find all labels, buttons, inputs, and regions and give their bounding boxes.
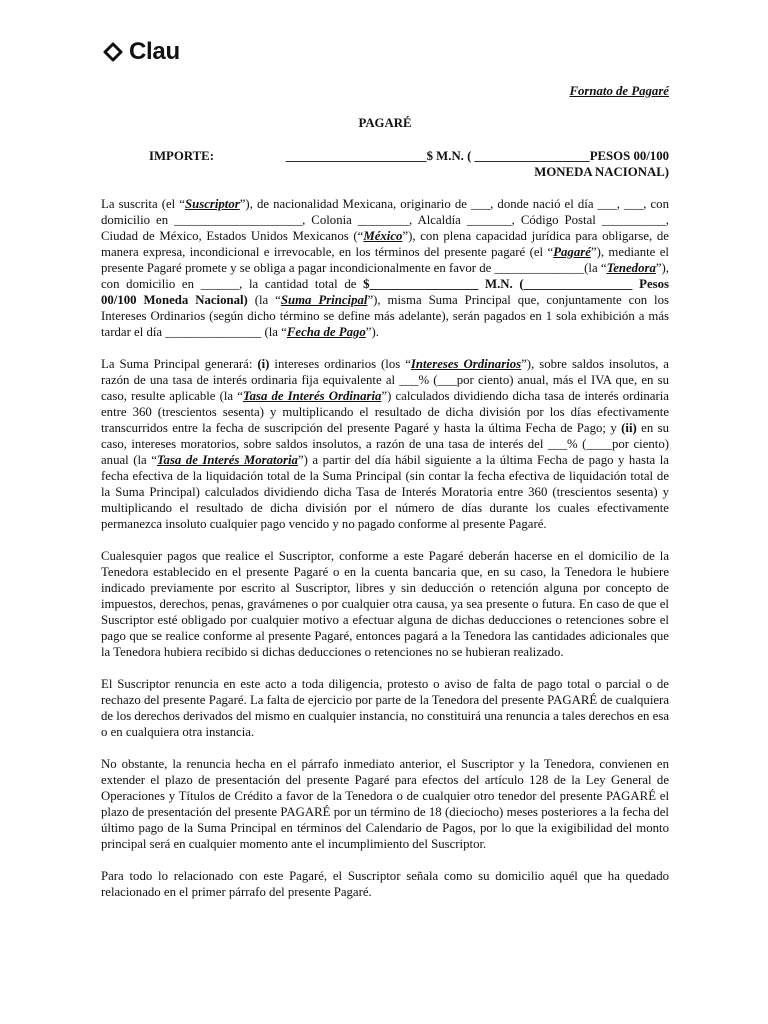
defined-term: Intereses Ordinarios: [410, 357, 522, 371]
clau-logo-text: Clau: [129, 38, 180, 65]
document-title: PAGARÉ: [358, 116, 412, 130]
paragraph-intereses: [101, 356, 669, 532]
paragraph-domicilio: Para todo lo relacionado con este Pagaré, el Suscriptor señala como su domicilio aquél que ha quedado relacionado en el primer párrafo del presente Pagaré.: [101, 869, 669, 899]
text: ”).: [365, 325, 379, 339]
importe-value: ______________________$ M.N. ( __________________PESOS 00/100 MONEDA NACIONAL): [285, 149, 669, 179]
defined-term: México: [363, 229, 403, 243]
text: ”), mediante el presente Pagaré promete y se obliga a pagar incondicionalmente en favor de ______________(la “: [101, 245, 669, 275]
defined-term: Pagaré: [553, 245, 591, 259]
importe-line: [101, 148, 669, 180]
text: ”), de nacionalidad Mexicana, originario de ___, donde nació el día ___, ___, con domicilio en ____________________, Colonia ________, Alcaldía _______, Código Postal __________, Ciudad de México, Estados Unidos Mexicanos (“: [101, 197, 669, 243]
text: La Suma Principal generará:: [101, 357, 258, 371]
amount-text: $_________________ M.N. (_________________ Pesos 00/100 Moneda Nacional): [101, 277, 669, 307]
text: La suscrita (el “: [101, 197, 185, 211]
text: ”) calculados dividiendo dicha tasa de interés ordinaria entre 360 (trescientos sesenta) y multiplicando el resultado de dicha división por los días efectivamente transcurridos entre la fecha de suscripción del presente Pagaré y hasta la última Fecha de Pago; y: [101, 389, 669, 435]
text: ”), sobre saldos insolutos, a razón de una tasa de interés ordinaria fija equivalente al ___% (___por ciento) anual, más el IVA que, en su caso, resulte aplicable (la “: [101, 357, 669, 403]
paragraph-renuncia: El Suscriptor renuncia en este acto a toda diligencia, protesto o aviso de falta de pago total o parcial o de rechazo del presente Pagaré. La falta de ejercicio por parte de la Tenedora del presente PAGARÉ de cualquiera de los derechos derivados del mismo en cualquier instancia, no constituirá una renuncia a tales derechos en esa o en cualquiera otra instancia.: [101, 677, 669, 739]
text: ”) a partir del día hábil siguiente a la última Fecha de pago y hasta la fecha efectiva de la liquidación total de la Suma Principal (sin contar la fecha efectiva de liquidación total de la Suma Principal) calculados dividiendo dicha Tasa de Interés Moratoria entre 360 (trescientos sesenta) y multiplicando el resultado de dicha división por el número de días durante los cuales efectivamente permanezca insoluto cualquier pago vencido y no pagado conforme al presente Pagaré.: [101, 453, 669, 531]
paragraph-pagos: Cualesquier pagos que realice el Suscriptor, conforme a este Pagaré deberán hacerse en el domicilio de la Tenedora establecido en el presente Pagaré o en la cuenta bancaria que, en su caso, la Tenedora le hubiere indicado previamente por escrito al Suscriptor, libres y sin deducción o retención alguna por concepto de impuestos, derechos, penas, gravámenes o por cualquier otra causa, ya sea presente o futura. En caso de que el Suscriptor esté obligado por cualquier motivo a efectuar alguna de dichas deducciones o retenciones sobre el pago que se realice conforme al presente Pagaré, entonces pagará a la Tenedora las cantidades adicionales que la Tenedora hubiera recibido si dichas deducciones o retenciones no se hubieran realizado.: [101, 549, 669, 659]
defined-term: Tenedora: [606, 261, 656, 275]
text: ”), con domicilio en ______, la cantidad total de: [101, 261, 669, 291]
defined-term: Tasa de Interés Ordinaria: [242, 389, 382, 403]
document-format-label: Fornato de Pagaré: [569, 84, 669, 98]
clau-logo-icon: [103, 42, 123, 62]
importe-label: IMPORTE:: [149, 149, 214, 163]
paragraph-plazo: No obstante, la renuncia hecha en el párrafo inmediato anterior, el Suscriptor y la Tenedora, convienen en extender el plazo de presentación del presente Pagaré para efectos del artículo 128 de la Ley General de Operaciones y Títulos de Crédito a favor de la Tenedora o de cualquier otro tenedor del presente PAGARÉ el plazo de presentación del presente PAGARÉ por un término de 18 (dieciocho) meses posteriores a la fecha del último pago de la Suma Principal en términos del Calendario de Pagos, por lo que la exigibilidad del monto principal será en cualquier momento ante el incumplimiento del Suscriptor.: [101, 757, 669, 851]
item-marker: (ii): [621, 421, 637, 435]
defined-term: Tasa de Interés Moratoria: [156, 453, 298, 467]
text: ”), misma Suma Principal que, conjuntamente con los Intereses Ordinarios (según dicho término se define más adelante), serán pagados en 1 sola exhibición a más tardar el día _______________ (la “: [101, 293, 669, 339]
defined-term: Fecha de Pago: [286, 325, 366, 339]
item-marker: (i): [257, 357, 270, 371]
text: (la “: [247, 293, 281, 307]
clau-logo: [103, 38, 180, 66]
document-body: [101, 84, 669, 900]
defined-term: Suscriptor: [184, 197, 240, 211]
defined-term: Suma Principal: [280, 293, 368, 307]
text: intereses ordinarios (los “: [269, 357, 411, 371]
text: en su caso, intereses moratorios, sobre saldos insolutos, a razón de una tasa de interés del ___% (____por ciento) anual (la “: [101, 421, 669, 467]
text: ”), con plena capacidad jurídica para obligarse, de manera expresa, incondicional e irrevocable, en los términos del presente pagaré (el “: [101, 229, 669, 259]
paragraph-suscriptor: [101, 196, 669, 340]
